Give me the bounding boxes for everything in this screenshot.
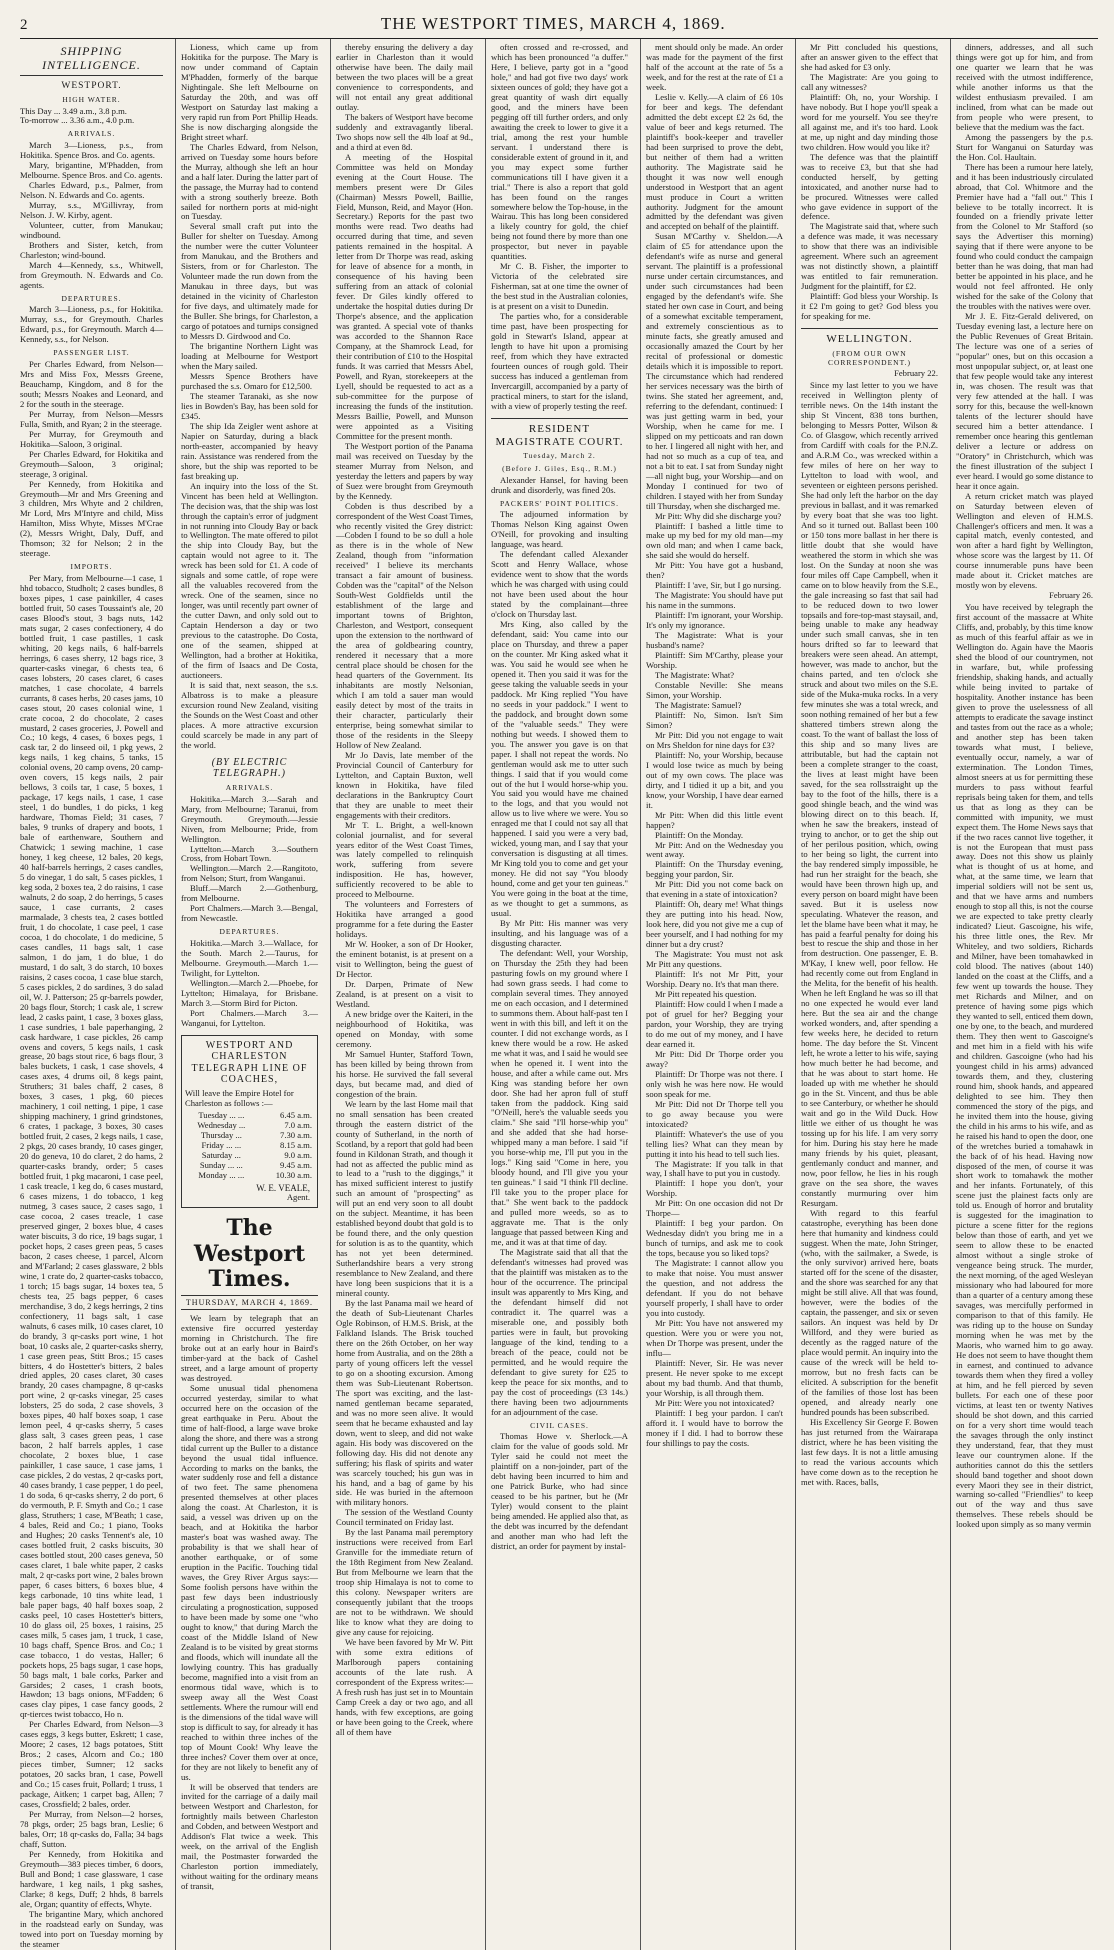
paragraph: Mr Pitt: Did you not come back on that evening in a state of intoxication? [646,879,783,900]
column-3 [330,39,478,1950]
paragraph: The Magistrate said that, where such a defence was made, it was necessary to show that there was an indivisible agreement. Where such an agreement was not distinctly shown, a plaintiff was entitled to fair remuneration. Judgment for the plaintiff, for £2. [801,221,938,292]
paragraph: The steamer Taranaki, as she now lies in Bowden's Bay, has been sold for £345. [181,390,318,421]
passenger-list-heading: PASSENGER LIST. [53,348,130,358]
paragraph: dinners, addresses, and all such things were got up for him, and from one quarter we learn that he was received with the utmost indifference, while another informs us that the wildest enthusiasm prevailed. I am inclined, from what can be made out from people who were present, to believe that the medium was the fact. [956,42,1093,132]
paragraph: The bakers of Westport have become suddenly and extravagantly liberal. Two shops now sell the 4lb loaf at 9d., and a third at even 8d. [336,111,473,152]
port-heading: WESTPORT. [61,80,122,91]
civil-cases-heading: CIVIL CASES. [530,1420,589,1430]
paragraph: Per Murray, from Nelson—Messrs Fulla, Smith, and Ryan; 2 in the steerage. [20,408,163,429]
paragraph: Plaintiff: I beg your pardon. On Wednesday didn't you bring me in a bunch of turnips, and ask me to cook the tops, because you so liked tops? [646,1218,783,1259]
paragraph: often crossed and re-crossed, and which has been pronounced "a duffer." Here, I believe, party got in a "good hole," and had got five two days' work sixteen ounces of gold; they have got a great quantity of wash dirt equally good, and the miners have been pegging off till further orders, and only awaiting the creek to lower to give it a trial, among the rest your humble servant. I understand there is considerable extent of ground in it, and you may expect some further communications till I have given it a trial." There is also a report that gold has been found on the ranges somewhere below the Top-house, in the Wairau. This has long been considered a likely country for gold, the chief being not found there by more than one prospector, but never in payable quantities. [491,42,628,262]
paragraph: The defence was that the plaintiff was to receive £3, but that she had conducted herself, by getting intoxicated, and another nurse had to be procured. Witnesses were called who gave evidence in support of the defence. [801,151,938,222]
paragraph: An inquiry into the loss of the St. Vincent has been held at Wellington. The decision was, that the ship was lost through the captain's error of judgment in not running into Cloudy Bay or back to Wellington. The mate offered to pilot the ship into Cloudy Bay, but the captain would not agree to it. The wreck has been sold for £1. A code of signals and some cattle, of rope were all the valuables recovered from the wreck. One of the seamen, since no longer, was until recently part owner of the cutter Dawn, and only sold out to Captain Henderson a day or two previous to the catastrophe. Do Costa, one of the seamen, shipped at Wellington, had a brother at Hokitika, of the firm of Isaacs and De Costa, auctioneers. [181,480,318,681]
paragraph: The brigantine Mary, which anchored in the roadstead early on Sunday, was towed into port on Tuesday morning by the steamer [20,1908,163,1949]
paragraph: A return cricket match was played on Saturday between eleven of Wellington and eleven of H.M.S. Challenger's officers and men. It was a capital match, evenly contested, and won after a hard fight by Wellington, whose score was the largest by 11. Of course innumerable puns have been made about it. Cricket matches are mostly won by elevens. [956,490,1093,591]
paragraph: Volunteer, cutter, from Manukau; windbound. [20,219,163,240]
paragraph: thereby ensuring the delivery a day earlier in Charleston than it would otherwise have been. The daily mail between the two places will be a great convenience to correspondents, and will not entail any great additional outlay. [336,42,473,112]
timetable-day: Wednesday ... [197,1119,246,1130]
paragraph: Mary, brigantine, M'Phadden, from Melbourne. Spence Bros. and Co. agents. [20,160,163,181]
timetable-day: Thursday ... [200,1129,242,1140]
ad-intro: Will leave the Empire Hotel for Charleston as follows :— [185,1088,294,1108]
paragraph: Plaintiff: It's not Mr Pitt, your Worship. Deary no. It's that man there. [646,969,783,990]
paragraph: Plaintiff: I beg your pardon. I can't afford it. I would have to borrow the money if I did. I had to borrow these four shillings to pay the costs. [646,1407,783,1448]
paragraph: Plaintiff: No, your Worship, because I would lose twice as much by being out of my own cows. The place was dirty, and I tidied it up a bit, and you know, your Worship, I have dear earned it. [646,749,783,810]
newspaper-title: THE WESTPORT TIMES, MARCH 4, 1869. [380,14,726,33]
ad-signature: W. E. VEALE, [256,1182,310,1193]
running-header [20,14,1098,36]
correspondent-line: (FROM OUR OWN CORRESPONDENT.) [828,348,911,367]
paragraph: Mr T. L. Bright, a well-known colonial journalist, and for several years editor of the West Coast Times, was lately compelled to relinquish work, suffering from severe indisposition. He has, however, sufficiently recovered to be able to proceed to Melbourne. [336,819,473,900]
court-magistrate: (Before J. Giles, Esq., R.M.) [502,464,617,474]
timetable-time: 6.45 a.m. [280,1109,312,1120]
masthead-date: THURSDAY, MARCH 4, 1869. [181,1295,318,1310]
paragraph: Since my last letter to you we have received in Wellington plenty of terrible news. On the 14th instant the ship St Vincent, 838 tons burthen, belonging to Messrs Potter, Wilson & Co. of Glasgow, which recently arrived from Cardiff with coals for the P.N.Z. and A.R.M Co., was wrecked within a few miles of here on her way to Lyttelton to load with wool, and seventeen or eighteen persons perished. She had only left the harbor on the day previous in ballast, and it was remarked by every boat that she was too light. And so it turned out. Ballast been 100 or 150 tons more ballast in her there is little doubt that she would have weathered the storm in which she was lost. On the Sunday at noon she was four miles off Cape Campbell, when it came on to blow heavily from the S.E., the gale increasing so fast that sail had to be reduced down to two lower topsails and fore-top-mast staysail, and, being unable to make any headway under such small canvas, she in ten hours drifted so far to leeward that breakers were seen ahead. An attempt, however, was made to anchor, but the chains parted, and ten o'clock she struck and about two miles on the S.E. side of the Muka-muka rocks. In a very few minutes she was a total wreck, and soon nothing remained of her but a few shattered timbers strewn along the coast. To the want of ballast the loss of this ship and so many lives are attributable, but had the captain not been a complete stranger to the coast, the lives at least might have been saved, for the sea rollsstraight up the bay to the foot of the hills, there is a good shingle beach, and the wind was blowing direct on to this beach. If, when he saw the breakers, instead of trying to anchor, or to get the ship out of her perilous position, which, owing to her being so light, the current into the bay rendered simply impossible, he had run her straight for the beach, she would have been thrown high up, and every person on board might have been saved. But it is useless now speculating. Whatever the reason, and let the blame have been what it may, he has paid a fearful penalty for doing his best to rescue the ship and those in her from destruction. One passenger, E. B. M'Kay, I knew well, poor fellow. He had recently come out from England in the Melita, for the benefit of his health. When he left England he was so ill that no one expected he would ever land here. But the sea air and the change worked wonders, and, after spending a few weeks here, he decided to return home. The day before the St. Vincent left, he wrote a letter to his wife, saying how much better he had become, and that he was about to start home. He loaded up with me whether he should go in the St. Vincent, and thus be able to see Canterbury, or whether he should wait and go in the Wild Duck. How little we either of us thought he was tossing up for his life. I am very sorry for him. During his stay here he made many friends by his quiet, pleasant, gentlemanly conduct and manner, and now, poor fellow, he lies in his rough grave on the sea shore, the waves constantly murmuring over him Resurgam. [801,380,938,1208]
paragraph: Susan M'Carthy v. Sheldon.—A claim of £5 for attendance upon the defendant's wife as nurse and general servant. The plaintiff is a professional nurse under certain circumstances, and under such circumstances had been engaged by the defendant's wife. She stated her own case in Court, and being of a somewhat excitable temperament, and extremely conscientious as to minute facts, she greatly amused and occasionally amazed the Court by her recital of professional or domestic details which it is impossible to report. The circumstance which had rendered her services necessary was the birth of twins. She stated her agreement, and, referring to the defendant, continued: I was just getting warm in bed, your Worship, when he came for me. I slipped on my petticoats and ran down to her. I lingered all night with her, and had not so much as a cup of tea, and not a bit to eat. I sat from Sunday night—all night bug, your Worship—and on Monday I continued for two of children. I stayed with her from Sunday till Thursday, when she discharged me. [646,231,783,511]
paragraph: Hokitika.—March 3.—Sarah and Mary, from Melbourne; Taranui, from Greymouth. Greymouth.—Jessie Niven, from Melbourne; Pride, from Wellington. [181,793,318,844]
paragraph: Mr Samuel Hunter, Stafford Town, has been killed by being thrown from his horse. He survived the fall several days, but became mad, and died of congestion of the brain. [336,1048,473,1099]
paragraph: Plaintiff: No, Simon. Isn't Sim Simon? [646,709,783,730]
paragraph: The parties who, for a considerable time past, have been prospecting for gold in Stewart's Island, appear at length to have hit upon a promising reef, from which they have extracted fourteen ounces of rough gold. Their success has induced a gentleman from Invercargill, accompanied by a party of practical miners, to start for the island, with a view of properly testing the reef. [491,311,628,411]
paragraph: Constable Neville: She means Simon, your Worship. [646,680,783,700]
paragraph: Charles Edward, p.s., Palmer, from Nelson. N. Edwards and Co. agents. [20,180,163,200]
timetable-day: Saturday ... [201,1149,241,1160]
paragraph: Mr Pitt: Did you not engage to wait on Mrs Sheldon for nine days for £3? [646,729,783,750]
paragraph: Mrs King, also called by the defendant, said: You came into our place on Thursday, and threw a paper on the counter. Mr King asked what it was. You said he would see when he opened it. Then you said it was for the geese taking the valuable seeds in your paddock. Mr King replied "You have no seeds in your paddock." I went to the paddock, and brought down some of the "valuable seeds." They were nothing but weeds. I showed them to you. The answer you gave is on that paper. I shall not repeat the words. No gentleman would ask me to utter such things. I said that if you would come out of the hut I would horse-whip you. You said you would have me chained to the logs, and that you would not allow us to live where we were. You so enraged me that I could not say all that happened. I said you were a very bad, wicked, young man, and I say that your conversation is disgusting at all times. Mr King told you to come and get your money. He did not say "You bloody hound, come and get your ten guineas." You were going in the boat at the time, as we thought to get a summons, as usual. [491,619,628,919]
columns [20,39,1098,1949]
timetable-day: Tuesday ... ... [198,1109,245,1120]
timetable-time: 7.0 a.m. [284,1119,312,1130]
paragraph: Port Chalmers.—March 3.—Wanganui, for Lyttelton. [181,1007,318,1028]
paragraph: Mr Pitt concluded his questions, after an answer given to the effect that she had asked for £3 only. [801,42,938,72]
paragraph: Per Murray, for Greymouth and Hokitika—Saloon, 3 original. [20,428,163,449]
paragraph: The Magistrate: You should have put his name in the summons. [646,590,783,611]
paragraph: Some unusual tidal phenomena occurred yesterday, similar to what occurred here on the occasion of the great earthquake in Peru. About the time of half-flood, a large wave broke along the shore, and there was a strong tidal current up the Buller to a distance beyond the usual tidal influence. According to marks on the banks, the water suddenly rose and fell a distance of two feet. The same phenomena presented themselves at other places along the coast. At Charleston, it is said, a vessel was driven up on the beach, and at Hokitika the harbor master's boat was washed away. The probability is that we shall hear of another earthquake, or of some eruption in the Pacific. Touching tidal waves, the Grey River Argus says:—Some foolish persons have within the past few days been industriously circulating a prognostication, supposed to have been made by some one "who ought to know," that during March the coast of the Middle Island of New Zealand is to be visited by great storms and floods, which will inundate all the lowlying country. This has gradually become, magnified into a visit from an enormous tidal wave, which is to sweep away all the West Coast settlements. Where the rumour will end is the dimensions of the tidal wave will stop is difficult to say, for already it has reached to within three inches of the top of Mount Cook! Why leave the three inches? Cover them over at once, for they are not likely to benefit any of us. [181,1382,318,1782]
paragraph: Per Kennedy, from Hokitika and Greymouth—383 pieces timber, 6 doors, Bull and Bond; 1 case glassware, 1 case hardware, 1 keg nails, 1 pkg sashes, Clarke; 8 kegs, Duff; 2 hhds, 8 barrels ale, Organ; quantity of effects, Whyte. [20,1848,163,1909]
paragraph: Mr Pitt: When did this little event happen? [646,809,783,830]
paragraph: Mr Pitt: Did Dr Thorpe order you away? [646,1048,783,1069]
timetable-time: 8.15 a.m. [280,1139,312,1150]
timetable-day: Monday ... ... [198,1169,245,1180]
paragraph: Lioness, which came up from Hokitika for the purpose. The Mary is now under command of Captain M'Phadden, formerly of the barque Nightingale. She left Melbourne on Saturday the 20th, and was off Westport on Saturday last making a very rapid run from Port Phillip Heads. She is now discharging alongside the Bright street wharf. [181,42,318,142]
paragraph: Mr Pitt: Did not Dr Thorpe tell you to go away because you were intoxicated? [646,1098,783,1129]
paragraph: Plaintiff: I 'ave, Sir, but I go nursing. [655,580,782,591]
paragraph: The Magistrate: What is your husband's name? [646,630,783,651]
paragraph: March 3—Lioness, p.s., for Hokitika. Murray, s.s., for Greymouth. Charles Edward, p.s., for Greymouth. March 4—Kennedy, s.s., for Nelson. [20,304,163,345]
paragraph: Plaintiff: How could I when I made a pot of gruel for her? Begging your pardon, your Worship, they are trying to do me out of my money, and I have dear earned it. [646,999,783,1049]
paragraph: Alexander Hansel, for having been drunk and disorderly, was fined 20s. [491,474,628,495]
arrivals-heading: ARRIVALS. [225,782,274,792]
paragraph: Plaintiff: On the Thursday evening, begging your pardon, Sir. [646,859,783,880]
timetable-row [185,1171,314,1181]
paragraph: Wellington.—March 2.—Rangitoto, from Nelson; Sturt, from Wanganui. [181,863,318,884]
paragraph: Plaintiff: Whatever's the use of you telling lies? What can they mean by putting it into his head to tell such lies. [646,1128,783,1159]
paragraph: Plaintiff: On the Monday. [655,829,744,840]
paragraph: Plaintiff: Dr Thorpe was not there. I only wish he was here now. He would soon speak for me. [646,1068,783,1099]
paragraph: The Charles Edward, from Nelson, arrived on Tuesday some hours before the Murray, although she left an hour and a half later. During the latter part of the passage, the Murray had to contend with a strong southerly breeze. Both sailed for northern ports at mid-night on Tuesday. [181,141,318,222]
tide-today: This Day ... 3.49 a.m., 3.8 p.m. [20,105,127,116]
paragraph: A meeting of the Hospital Committee was held on Monday evening at the Court House. The members present were Dr Giles (Chairman) Messrs Powell, Baillie, Field, Munson, Reid, and Mayor (Hon. Secretary.) Reports for the past two months were read. Two deaths had occurred during that time, and seven patients remained in the hospital. A letter from Dr Thorpe was read, asking for leave of absence for a month, in consequence of his having been suffering from an attack of colonial fever. Dr Giles kindly offered to undertake the hospital duties during Dr Thorpe's absence, and the application was granted. A special vote of thanks was accorded to the Shannon Race Company, at the Shamrock Lead, for their contribution of £10 to the Hospital funds. It was carried that Messrs Abel, Powell, and Ryan, storekeepers at the Lyell, should be requested to act as a sub-committee for the purpose of increasing the funds of the institution. Messrs Baillie, Powell, and Munson were appointed as a Visiting Committee for the present month. [336,151,474,441]
dateline: February 26. [1049,590,1093,601]
paragraph: Plaintiff: I hope you don't, your Worship. [646,1178,783,1199]
paragraph: The Magistrate: You must not ask Mr Pitt any questions. [646,949,783,970]
court-heading: RESIDENT MAGISTRATE COURT. [491,418,628,449]
timetable-day: Friday ... ... [201,1139,242,1150]
column-6 [795,39,943,1950]
paragraph: Mr Jo Davis, late member of the Provincial Council of Canterbury for Lyttelton, and Captain Buxton, well known in Hokitika, have filed declarations in the Bankruptcy Court that they are unable to meet their engagements with their creditors. [336,749,473,820]
paragraph: Bluff.—March 2.—Gothenburg, from Melbourne. [181,883,318,904]
paragraph: A new bridge over the Kaiteri, in the neighbourhood of Hokitika, was opened on Monday, with some ceremony. [336,1008,473,1049]
wellington-heading: WELLINGTON. [801,328,938,346]
paragraph: Per Charles Edward, for Hokitika and Greymouth—Saloon, 3 original; steerage, 3 original. [20,448,163,479]
paragraph: Mr Pitt: On one occasion did not Dr Thorpe— [646,1198,783,1219]
paragraph: The Magistrate said that all that the defendant's witnesses had proved was that the plaintiff was mistaken as to the hour of the occurrence. The principal insult was apparently to Mrs King, and the defendant himself did not contradict it. The quarrel was a miserable one, and possibly both parties were in fault, but provoking language of the kind, tending to a breach of the peace, could not be permitted, and he would require the defendant to give surety for £25 to keep the peace for six months, and to pay the cost of proceedings (£3 14s.) there having been two adjournments for an adjournment of the case. [491,1247,628,1417]
paragraph: You have received by telegraph the first account of the massacre at White Cliffs, and, probably, by this time know as much of this fearful affair as we in Wellington do. Again have the Maoris shed the blood of our countrymen, not in warfare, but, while professing friendship, shaking hands, and actually while being invited to partake of hospitality. Another instance has been given to prove the uselessness of all attempts to eradicate the savage instinct and tastes from out the race as a whole; and another step has been taken towards what must, I believe, eventually occur, namely, a war of extermination. The London Times, almost sneers at us for permitting these murders to pass without fearful reprisals being taken for them, and tells us that as long as they can be committed with impunity, we must expect them. The Home News says that if the two races cannot live together, it is not the European that must pass away. Does not this show us plainly what is thought of us at home, and what, at the same time, we learn that imperial soldiers will not be sent us, and that we have arms and numbers enough to stop all this, is not the course we are expected to take pretty clearly indicated? Lieut. Gascoigne, his wife, his three little ones, the Rev. Mr Whiteley, and two soldiers, Richards and Milner, have been tomahawked in cold blood. The natives (about 140) landed on the coast at the Cliffs, and a few went up towards the house. They met Richards and Milner, and on pretence of having some pigs which they wanted to sell, enticed them down, one by one, to the beach, and murdered them. They then went to Gascoigne's and met him in a field with his wife and children. Gascoigne (who had his youngest child in his arms) advanced towards them, and they, clustering round him, shook hands, and appeared delighted to see him. They then commenced the story of the pigs, and he invited them into the house, giving the child in his arms to his wife, and as he raised his hand to open the door, one of the wretches buried a tomahawk in the back of of his head. Having now disposed of the men, of course it was short work to tomahawk the mother and her infants. Fortunately, of this scene just the plainest facts only are told us. Enough of horror and brutality is suggested for the imagination to picture a scene fitter for the regions below than those of earth, and yet we seem to allow these to be enacted almost without a single stroke of vengeance being struck. The murder, the next morning, of the aged Wesleyan missionary who had laboured for more than a quarter of a century among these savages, was mercifully performed in comparison to that of this family. He was riding up to the house on Sunday morning when he was met by the Maoris, who warned him to go away. He does not seem to have thought them in earnest, and continued to advance towards them when they fired a volley at him, and he fell pierced by seven bullets. For each one of these poor victims, at least ten or twenty Natives should be shot down, and this carried on for a very short time would teach the savages through the only instinct they understand, fear, that they must leave our countrymen alone. If the authorities cannot do this the settlers should band together and shoot down every Maori they see in their district, warning so-called "Friendlies" to keep out of the way and thus save themselves. These rebels should be looked upon simply as so many vermin [956,602,1093,1530]
paragraph: Per Murray, from Nelson—2 horses, 78 pkgs, order; 25 bags bran, Leslie; 6 bales, Orr; 18 qr-casks do, Falla; 34 bags chaff, Sutton. [20,1809,163,1850]
paragraph: Per Mary, from Melbourne—1 case, 1 hhd tobacco, Studholt; 2 cases bundles, 8 boxes pipes, 1 case painkiller, 4 cases bottled fruit, 50 cases Toussaint's ale, 20 cases Blood's stout, 3 bags nuts, 142 mats sugar, 2 cases confectionery, 4 do bottled fruit, 1 case pastilles, 1 cask whiting, 20 kegs nails, 6 half-barrels herrings, 6 cases sherry, 12 bags rice, 3 quarter-casks vinegar, 6 chests tea, 6 cases lobsters, 20 cases claret, 6 cases matches, 1 case chocolate, 4 barrels currants, 8 cases herbs, 20 cases jams, 10 cases stout, 20 cases colonial wine, 1 crate cocoa, 2 do chocolate, 2 cases mustard, 2 cases groceries, J. Powell and Co.; 10 kegs, 4 cases, 6 boxes pegs, 1 cask tar, 2 do linseed oil, 1 pkg yews, 2 kegs nails, 1 keg chains, 5 tanks, 15 colonial ovens, 20 camp ovens, 20 camp-oven covers, 15 kegs nails, 2 pair bellows, 3 coils tar, 1 case, 5 boxes, 1 package, 17 kegs nails, 1 case, 1 case steel, 1 do bundles, 1 do picks, 1 keg hardware, Thomas Field; 31 cases, 7 bales, 9 trunks of drapery and boots, 1 bale of earthenware, Southern and Chatwick; 1 sewing machine, 1 case honey, 1 keg cheese, 12 bales, 20 kegs, 40 half-barrels herrings, 2 cases candles, 5 do vinegar, 1 do salt, 5 cases pickles, 1 keg soda, 2 boxes tea, 2 do raisins, 1 case walnuts, 2 do soap, 2 do herrings, 5 cases sauce, 1 case currants, 2 cases marmalade, 3 chests tea, 2 cases bottled fruit, 1 do chocolate, 1 case peel, 1 case cocoa, 1 do chocolate, 1 do medicine, 5 cases candles, 11 bags salt, 1 case salmon, 1 do jam, 1 do blue, 1 do mustard, 1 do salt, 3 do starch, 10 boxes raisins, 2 cases cocoa, 1 case blue starch, 5 cases pickles, 2 do sardines, 3 do salad oil, W. J. Patterson; 25 qr-barrels powder, 20 bags flour, Storch; 1 cask ale, 1 screw lead, 2 casks paint, 1 case, 3 boxes glass, 1 case sundries, 1 bale paperhanging, 2 cask hardware, 1 case pickles, 26 camp ovens and covers, 5 kegs nails, 1 cask grease, 20 bags stout rice, 6 bags flour, 3 bales buckets, 1 cask, 1 case shovels, 4 cases axes, 4 drums oil, 8 kegs paint, Struthers; 31 bales chaff, 2 cases, 8 boxes, 3 cases, 1 pkg, 60 pieces machinery, 1 coil netting, 1 pipe, 1 case shipping machinery, 1 grind grindstones, 6 crates, 1 package, 3 boxes, 30 cases bottled fruit, 2 cases, 2 kegs nails, 1 case, 2 pkgs, 20 cases brandy, 10 cases ginger, 20 do geneva, 10 do claret, 2 do hams, 2 quarter-casks brandy, order; 5 cases bottled fruit, 1 pkg macaroni, 1 case peel, 1 cask treacle, 1 keg do, 6 cases mustard, 6 cases mizens, 1 do tobacco, 1 keg nutmeg, 3 cases sauce, 2 cases sago, 1 case cocoa, 2 cases treacle, 1 case preserved ginger, 2 boxes blue, 4 cases water biscuits, 3 do rice, 19 bags sugar, 1 pocket hops, 2 cases green peas, 5 cases bacon, 2 cases cheese, 1 parcel, Alcorn and M'Farland; 2 cases glassware, 2 bbls wine, 1 crate do, 2 quarter-casks tobacco, 1 torch; 15 bags sugar, 14 boxes tea, 5 chests tea, 25 bags pepper, 6 cases merchandise, 3 do, 2 kegs herrings, 2 tins confectionery, 11 bags salt, 1 case walnuts, 6 cases milk, 10 cases claret, 10 do brandy, 3 qr-casks port wine, 1 hot boat, 10 casks ale, 2 quarter-casks sherry, 1 case green peas, Stitt Bros.; 15 cases bitters, 4 do Hostetter's bitters, 2 bales dried apples, 20 cases claret, 30 cases brandy, 20 cases champagne, 8 qr-casks port wine, 2 qr-casks vinegar, 25 cases lobsters, 25 do soda, 2 case shovels, 3 boxes pipes, 40 half boxes soap, 1 case lemon peel, 4 qr-casks sherry, 5 cases glass salt, 3 cases green peas, 1 case bacon, 2 half barrels apples, 1 case chocolate, 2 boxes blue, 1 case painkiller, 1 case sauce, 1 case jams, 1 case pickles, 2 do vestas, 2 qr-casks port, 40 cases brandy, 1 case pepper, 1 do peel, 1 do soda, 6 qr-casks sherry, 2 do port, 6 do vermouth, P. F. Smyth and Co.; 1 case glass, Struthers; 1 case, M'Beath; 1 case, 4 bales, Reid and Co.; 1 piano, Tooks and Hughes; 20 casks Tennent's ale, 10 cases bottled fruit, 2 casks biscuits, 30 cases bottled stout, 200 cases geneva, 50 cases claret, 1 bale white paper, 2 casks malt, 2 qr-casks port wine, 2 bales brown paper, 6 cases bitters, 6 boxes blue, 4 kegs carbonade, 10 tins white lead, 1 bale paper bags, 40 half boxes soap, 2 casks peel, 10 cases Hostetter's bitters, 10 do glass oil, 25 boxes, 1 raisins, 25 cases milk, 5 cases jam, 1 truck, 1 case, 10 bags chaff, Spence Bros. and Co.; 1 case tobacco, 1 do vestas, Haller; 6 pockets hops, 25 bags sugar, 1 case hops, 50 bags malt, 1 bale corks, Parker and Garsides; 2 cases, 1 crash boots, Hawdon; 13 bags onions, M'Fadden; 6 cases clay pipes, 1 case fancy goods, 2 qr-tierces twist tobacco, Ho n. [20,572,163,1720]
paragraph: Wellington.—March 2.—Phoebe, for Lyttelton; Himalaya, for Brisbane. March 3.—Storm Bird for Picton. [181,977,318,1008]
paragraph: His Excellency Sir George F. Bowen has just returned from the Wairarapa district, where he has been visiting the last few days. It is not a little amusing to read the various accounts which have come down as to the reception he met with. Races, balls, [801,1416,938,1487]
ad-agent: Agent. [286,1192,310,1203]
paragraph: The Magistrate: Samuel? [655,699,742,710]
paragraph: Plaintiff: I'm ignorant, your Worship. It's only my ignorance. [646,610,783,631]
paragraph: Several small craft put into the Buller for shelter on Tuesday. Among the number were the cutter Volunteer from Manukau, and the Brothers and Sisters, from or for Charleston. The Volunteer made the run down from the Manukau in three days, but was detained in the vicinity of Charleston for five days, and ultimately made for the Buller. She brings, for Charleston, a cargo of potatoes and turnips consigned to Messrs D. Girdwood and Co. [181,221,318,342]
paragraph: The adjourned information by Thomas Nelson King against Owen O'Neill, for provoking and insulting language, was heard. [491,509,628,550]
timetable-day: Sunday ... ... [199,1159,243,1170]
paragraph: Per Charles Edward, from Nelson—Mrs and Miss Fox, Messrs Greene, Beauchamp, Kingdom, and 8 for the south; Messrs Noakes and Leonard, and 2 for the south in the steerage. [20,358,163,409]
column-5 [640,39,788,1950]
timetable-time: 9.0 a.m. [284,1149,312,1160]
paragraph: ment should only be made. An order was made for the payment of the first half of the account at the rate of 5s a week, and for the rest at the rate of £1 a week. [646,42,783,92]
paragraph: Leslie v. Kelly.—A claim of £6 10s for beer and kegs. The defendant admitted the debt except £2 2s 6d, the value of beer and kegs returned. The plaintiff's book-keeper and traveller had been surprised to prove the debt, but neither of them had a written authority. The Magistrate said he thought it was now well enough understood in Westport that an agent must produce in Court a written authority. Judgment for the amount admitted by the defendant was given and accepted on behalf of the plaintiff. [646,91,783,232]
paragraph: The defendant called Alexander Scott and Henry Wallace, whose evidence went to show that the words which he was charged with using could not have been used about the hour stated by the complainant—three o'clock on Thursday last. [491,549,628,620]
paragraph: Lyttelton.—March 3.—Southern Cross, from Hobart Town. [181,843,318,864]
paragraph: The Magistrate: I cannot allow you to make that noise. You must answer the question, and not address the defendant. If you do not behave yourself properly, I shall have to order you into custody. [646,1258,783,1319]
paragraph: By Mr Pitt: His manner was very insulting, and his language was of a disgusting character. [491,918,628,948]
imports-heading: IMPORTS. [70,562,113,572]
paragraph: Plaintiff: God bless your Worship. Is it £2 I'm going to get? God bless you for speaking for me. [801,291,938,322]
coach-advertisement [181,1035,318,1209]
paragraph: Per Kennedy, from Hokitika and Greymouth—Mr and Mrs Greening and 3 children, Mrs Whyte and 2 children, Mr Lord, Mrs M'Intyre and child, Miss Hamilton, Miss Whyte, Misses M'Crae (2), Messrs Wright, Daly, Duff, and Thomson; 32 for Nelson; 2 in the steerage. [20,478,163,559]
paragraph: Per Charles Edward, from Nelson—3 cases eggs, 3 kegs butter, Eskrett; 1 case, Moore; 2 cases, 12 bags potatoes, Stitt Bros.; 2 cases, Alcorn and Co.; 180 pieces timber, Sumner; 12 sacks potatoes, 20 sacks bran, 1 case, Powell and Co.; 15 cases fruit, Pollard; 1 truss, 1 package, Aitken; 1 carpet bag, Allen; 7 cases, Crossfield; 2 bales, order. [20,1719,163,1810]
ad-title-3: COACHES, [220,1074,279,1086]
arrivals-heading: ARRIVALS. [67,129,116,139]
paragraph: The Magistrate: Are you going to call any witnesses? [801,71,938,92]
paragraph: Mr Pitt: You have got a husband, then? [646,560,783,581]
paragraph: It is said that, next season, the s.s. Albatross is to make a pleasure excursion round New Zealand, visiting the Sounds on the West Coast and other places. A more attractive excursion could scarcely be made in any part of the world. [181,680,318,750]
column-4 [485,39,633,1950]
paragraph: Plaintiff: I bashed a little time to make up my bed for my old man—my own old man; and when I came back, she said she would do herself. [646,520,783,561]
paragraph: Mr W. Hooker, a son of Dr Hooker, the eminent botanist, is at present on a visit to Wellington, being the guest of Dr Hector. [336,939,473,980]
paragraph: The brigantine Northern Light was loading at Melbourne for Westport when the Mary sailed. [181,341,318,371]
telegraph-heading: (BY ELECTRIC TELEGRAPH.) [211,756,288,780]
tides-heading: HIGH WATER. [62,94,121,104]
paragraph: Cobden is thus described by a correspondent of the West Coast Times, who recently visited the Grey district:—Cobden I found to be so dull a hole as there is in the whole of New Zealand, though from "information received" I believe its merchants transact a fair amount of business. Cobden was the "capital" of the Nelson South-West Goldfields until the establishment of the large and important towns of Brighton, Charleston, and Westport, consequent upon the extension to the northward of the area of goldbearing country, rendered it necessary that a more central place should be chosen for the head quarters of the Government. Its inhabitants are mostly Nelsonian, which I am told a sauer man would easily detect by most of the traits in their character, particularly their enterprise, being somewhat similar to those of the residents in the Sleepy Hollow of New Zealand. [336,500,473,750]
paragraph: Plaintiff: Oh, no, your Worship. I have nobody. But I hope you'll speak a word for me yourself. You see they're all against me, and it's too hard. Look at me, up night and day minding those two children. How would you like it? [801,91,938,152]
paragraph: With regard to this fearful catastrophe, everything has been done here that humanity and kindness could suggest. When the mate, John Stringer, (who, with the sailmaker, a Swede, is the only survivor) arrived here, boats started off for the scene of the disaster, and the shore was searched for any that might be still alive. All that was found, however, were the bodies of the captain, the passenger, and six or seven sailors. An inquest was held by Dr Willford, and they were buried as decently as the ragged nature of the place would permit. An inquiry into the cause of the wreck will be held to-morrow, but no fresh facts can be elicited. A subscription for the benefit of the families of those lost has been opened, and already nearly one hundred pounds has been subscribed. [801,1207,938,1417]
dateline: February 22. [894,368,938,379]
departures-heading: DEPARTURES. [219,927,280,937]
paragraph: Mr Pitt repeated his question. [655,989,757,1000]
paragraph: Plaintiff: Oh, deary me! What things they are putting into his head. Now, look here, did you not give me a cup of beer yourself, and I had nothing for my dinner but a dry crust? [646,899,783,950]
paragraph: It will be observed that tenders are invited for the carriage of a daily mail between Westport and Charleston, for fortnightly mails between Charleston and Cobden, and between Westport and Addison's Flat twice a week. This week, on the arrival of the English mail, the Postmaster forwarded the Charleston portion immediately, without waiting for the ordinary means of transit, [181,1781,318,1892]
masthead: The Westport Times. [193,1215,306,1293]
coach-timetable [185,1111,314,1181]
paragraph: By the last Panama mail peremptory instructions were received from Earl Granville for the immediate return of the 18th Regiment from New Zealand. But from Melbourne we learn that the troop ship Himalaya is not to come to this colony. Newspaper writers are consequently jubilant that the troops are not to be withdrawn. We should like to know what they are doing to give any cause for rejoicing. [336,1527,473,1638]
timetable-time: 10.30 a.m. [275,1169,312,1180]
paragraph: Among the passengers by the p.s. Sturt for Wanganui on Saturday was the Hon. Col. Haultain. [956,131,1093,162]
paragraph: The session of the Westland County Council terminated on Friday last. [336,1507,473,1528]
paragraph: Mr J. E. Fitz-Gerald delivered, on Tuesday evening last, a lecture here on the Public Revenues of Great Britain. The lecture was one of a series of "popular" ones, but on this occasion a most unpopular subject, or, at least one that few people would take any interest in, was chosen. The result was that very few attended at the hall. I was sorry for this, because the well-known talents of the lecturer should have secured him a better attendance. I remember once hearing this gentleman deliver a lecture or address on "Oratory" in Christchurch, which was the finest illustration of the subject I ever heard. I would go some distance to hear it once again. [956,311,1093,491]
paragraph: Mr Pitt: Why did she discharge you? [655,510,782,521]
paragraph: Port Chalmers.—March 3.—Bengal, from Newcastle. [181,903,318,924]
paragraph: March 3—Lioness, p.s., from Hokitika. Spence Bros. and Co. agents. [20,140,163,161]
paragraph: Mr Pitt: Were you not intoxicated? [655,1397,775,1408]
paragraph: Messrs Spence Brothers have purchased the s.s. Omaro for £12,500. [181,370,318,391]
timetable-time: 7.30 a.m. [280,1129,312,1140]
paragraph: By the last Panama mail we heard of the death of Sub-Lieutenant Charles Ogle Robinson, of H.M.S. Brisk, at the Falkland Islands. The Brisk touched there on the 26th October, on her way home from Australia, and on the 28th a party of young officers left the vessel to go on a shooting excursion. Among them was Sub-Lieutenant Robertson. The sport was exciting, and the last-named gentleman became separated, and was no more seen alive. It would seem that he became exhausted and lay down, went to sleep, and did not wake again. His body was discovered on the following day. His did not denote any suffering; his flask of spirits and water was scarcely touched; his gun was in his hand, and a bag of game by his side. He was buried in the afternoon with military honors. [336,1298,473,1508]
ad-title-2: TELEGRAPH LINE OF [191,1062,308,1074]
paragraph: The Westport portion of the Panama mail was received on Tuesday by the steamer Murray from Nelson, and yesterday the letters and papers by way of Suez were brought from Greymouth by the Kennedy. [336,440,473,501]
court-date: Tuesday, March 2. [523,451,596,461]
column-1 [20,39,168,1950]
paragraph: Mr Pitt: You have not answered my question. Were you or were you not, when Dr Thorpe was present, under the influ— [646,1318,783,1358]
page-number: 2 [20,17,29,33]
paragraph: Dr. Darpen, Primate of New Zealand, is at present on a visit to Westland. [336,979,473,1009]
paragraph: Plaintiff: Sim M'Carthy, please your Worship. [646,650,783,671]
column-7 [950,39,1098,1950]
shipping-heading: SHIPPING INTELLIGENCE. [20,45,163,76]
paragraph: There has been a rumour here lately, and it has been industriously circulated abroad, that Col. Whitmore and the Premier have had a "fall out." This I believe to be totally incorrect. It is founded on a friendly private letter from the Colonel to Mr Stafford (so says the Advertiser this morning) saying that if there were anyone to be found who could conduct the campaign better than he was doing, that man had better be appointed in his place, and he would not feel affronted. He only wished for the sake of the Colony that the troubles with the natives were over. [956,161,1093,312]
paragraph: Hokitika.—March 3.—Wallace, for the South. March 2.—Taurus, for Melbourne. Greymouth.—March 1.—Twilight, for Lyttelton. [181,937,318,978]
paragraph: The volunteers and Forresters of Hokitika have arranged a good programme for a fete during the Easter holidays. [336,899,473,940]
paragraph: The defendant: Well, your Worship, on Thursday the 25th they had been pasturing fowls on my ground where I had sown grass seeds. I had come to complain several times. They annoyed me on each occasion, and I determined to summons them. About half-past ten I went in with this bill, and left it on the counter. I did not exchange words, as I knew there would be a row. He asked me what it was, and I said he would see when he opened it. I went into the house, and after a while came out. Mrs King was standing before her own door. She had her apron full of stuff taken from the paddock. King said "O'Neill, here's the valuable seeds you claim." She said "I'll horse-whip you" and she added that she had horse-whipped many a man before. I said "if you horse-whip me, I'll put you in the logs." King said "Come in here, you bloody hound, and I'll give you your ten guineas." I said "I think I'll decline. I'll take you to the proper place for that." She went back to the paddock and pulled more weeds, so as to aggravate me. That is the only language that passed between King and me, and it was at that time of day. [491,947,628,1248]
departures-heading: DEPARTURES. [61,293,122,303]
paragraph: We learn by the last Home mail that no small sensation has been created through the eastern district of the county of Sutherland, in the north of Scotland, by a report that gold had been found in Kildonan Strath, and though it had not as affected the public mind as to lead to a "rush to the diggings," it has mixed sufficient interest to justify such an amount of "prospecting" as will put an end very soon to all doubt on the subject. Meantime, it has been established beyond doubt that gold is to be found there, and the only question for solution is as to the quantity, which has not yet been determined. Sutherlandshire bears a very strong resemblance to New Zealand, and there have long been suspicions that it is a mineral county. [336,1098,473,1299]
paragraph: The ship Ida Zeigler went ashore at Napier on Saturday, during a black north-easter, accompanied by heavy rain. Assistance was rendered from the shore, but the ship was reported to be fast breaking up. [181,420,318,481]
paragraph: Murray, s.s., M'Gillivray, from Nelson. J. W. Kirby, agent. [20,199,163,220]
ad-title-1: WESTPORT AND CHARLESTON [205,1039,294,1063]
paragraph: The Magistrate: If you talk in that way, I shall have to put you in custody. [646,1158,783,1179]
tide-tomorrow: To-morrow ... 3.36 a.m., 4.0 p.m. [20,115,135,126]
paragraph: Mr C. B. Fisher, the importer to Victoria of the celebrated sire Fisherman, sat at one time the owner of the best stud in the Australian colonies, is at present on a visit to Dunedin. [491,261,628,312]
timetable-time: 9.45 a.m. [280,1159,312,1170]
packers-point-heading: PACKERS' POINT POLITICS. [500,498,619,508]
paragraph: March 4—Kennedy, s.s., Whitwell, from Greymouth. N. Edwards and Co. agents. [20,259,163,290]
paragraph: The Magistrate: What? [655,670,735,681]
paragraph: We learn by telegraph that an extensive fire occurred yesterday morning in Christchurch. The fire broke out at an early hour in Baird's timber-yard at the back of Cashel street, and a large amount of property was destroyed. [181,1312,318,1383]
paragraph: Plaintiff: Never, Sir. He was never present. He never spoke to me except about my bad thumb. And that thumb, your Worship, is all through them. [646,1357,783,1398]
paragraph: Mr Pitt: And on the Wednesday you went away. [646,839,783,860]
column-2 [175,39,323,1950]
paragraph: Thomas Howe v. Sherlock.—A claim for the value of goods sold. Mr Tyler said he could not meet the plaintiff on a non-joinder, part of the debt having been incurred to him and one Patrick Burke, who had since ceased to be his partner, but he (Mr Tyler) would consent to the plaint being amended. He applied also that, as the debt was incurred by the defendant and another man who had left the district, an order for payment by instal- [491,1431,628,1551]
paragraph: Brothers and Sister, ketch, from Charleston; wind-bound. [20,239,163,260]
paragraph: We have been favored by Mr W. Pitt with some extra editions of Marlborough papers containing accounts of the late rush. A correspondent of the Express writes:—A fresh rush has just set in to Mountain Camp Creek a day or two ago, and all hands, with few exceptions, are going or have been going to the Creek, where all of them have [336,1637,473,1737]
